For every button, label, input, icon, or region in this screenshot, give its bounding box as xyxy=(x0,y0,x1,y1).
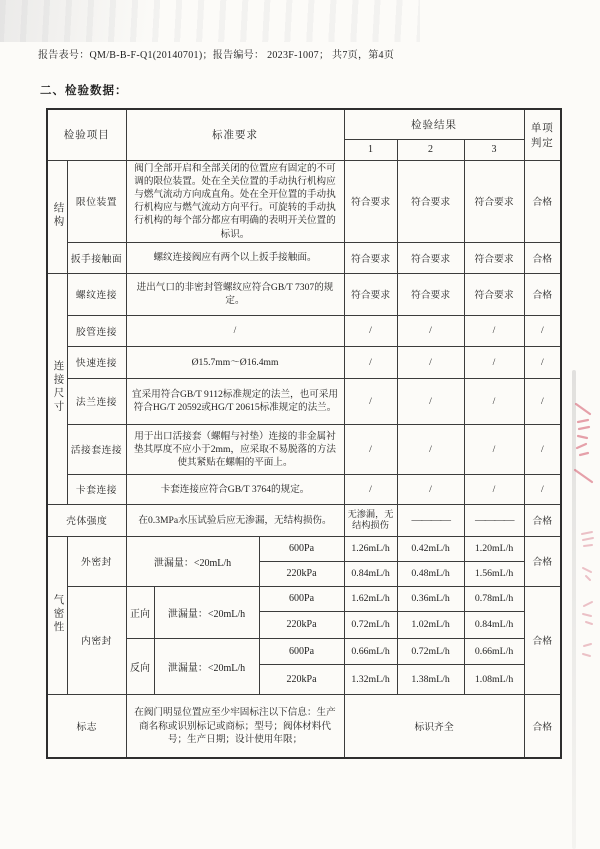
result-cell: 符合要求 xyxy=(344,273,397,315)
result-cell: ———— xyxy=(464,504,524,536)
report-meta-line: 报告表号：QM/B-B-F-Q1(20140701)；报告编号： 2023F-1007； 共7页，第4页 xyxy=(38,50,395,61)
result-cell: / xyxy=(397,346,464,378)
table-row xyxy=(47,694,561,758)
cell-flange-label: 法兰连接 xyxy=(67,378,126,424)
result-cell: / xyxy=(397,474,464,504)
cell-limit-device-standard: 阀门全部开启和全部关闭的位置应有固定的不可调的限位装置。处在全关位置的手动执行机构应与燃气流动方向成直角。处在全开位置的手动执行机构应与燃气流动方向平行。可旋转的手动执行机构的每个部分都应有明确的表明开关位置的标识。 xyxy=(126,160,344,242)
header-result-col-3: 3 xyxy=(464,139,524,160)
result-cell: 符合要求 xyxy=(397,160,464,242)
group-airtight-label: 气密性 xyxy=(52,593,64,635)
result-cell: 1.38mL/h xyxy=(397,664,464,694)
cell-reverse-spec: 泄漏量：<20mL/h xyxy=(154,638,259,694)
result-cell: 符合要求 xyxy=(397,242,464,273)
result-cell: / xyxy=(397,378,464,424)
result-cell: 0.42mL/h xyxy=(397,536,464,561)
result-cell: / xyxy=(464,315,524,346)
cell-thread-label: 螺纹连接 xyxy=(67,273,126,315)
pressure-cell: 600Pa xyxy=(259,638,344,664)
cell-flange-standard: 宜采用符合GB/T 9112标准规定的法兰，也可采用符合HG/T 20592或HG/T 20615标准规定的法兰。 xyxy=(126,378,344,424)
scan-edge-shadow xyxy=(572,370,576,849)
result-cell: / xyxy=(344,474,397,504)
result-cell: 0.66mL/h xyxy=(344,638,397,664)
table-header-row xyxy=(47,109,561,139)
header-standard: 标准要求 xyxy=(126,109,344,160)
result-cell: 1.02mL/h xyxy=(397,611,464,638)
result-cell: 符合要求 xyxy=(397,273,464,315)
result-cell: / xyxy=(344,378,397,424)
table-row xyxy=(47,378,561,424)
result-cell: 1.26mL/h xyxy=(344,536,397,561)
result-cell: 1.32mL/h xyxy=(344,664,397,694)
header-item: 检验项目 xyxy=(47,109,126,160)
pressure-cell: 600Pa xyxy=(259,536,344,561)
judgment-cell: 合格 xyxy=(524,504,561,536)
pressure-cell: 220kPa xyxy=(259,611,344,638)
pressure-cell: 220kPa xyxy=(259,561,344,586)
header-result-col-1: 1 xyxy=(344,139,397,160)
table-row xyxy=(47,586,561,611)
result-cell: 符合要求 xyxy=(464,273,524,315)
inspection-table xyxy=(46,108,562,759)
pressure-cell: 600Pa xyxy=(259,586,344,611)
result-cell: 0.72mL/h xyxy=(397,638,464,664)
result-cell: 0.48mL/h xyxy=(397,561,464,586)
scan-artifact xyxy=(0,0,420,42)
result-cell: 符合要求 xyxy=(344,242,397,273)
table-row xyxy=(47,315,561,346)
result-cell: 1.56mL/h xyxy=(464,561,524,586)
result-cell: / xyxy=(464,346,524,378)
result-cell: 0.72mL/h xyxy=(344,611,397,638)
cell-ferrule-standard: 卡套连接应符合GB/T 3764的规定。 xyxy=(126,474,344,504)
result-cell: 符合要求 xyxy=(464,242,524,273)
table-row xyxy=(47,242,561,273)
cell-outer-seal-label: 外密封 xyxy=(67,536,126,586)
cell-ferrule-label: 卡套连接 xyxy=(67,474,126,504)
cell-hose-label: 胶管连接 xyxy=(67,315,126,346)
table-row xyxy=(47,346,561,378)
red-stamp-fragment xyxy=(574,528,600,668)
judgment-cell: 合格 xyxy=(524,694,561,758)
cell-thread-standard: 进出气口的非密封管螺纹应符合GB/T 7307的规定。 xyxy=(126,273,344,315)
header-judgment: 单项判定 xyxy=(524,109,561,160)
result-cell: / xyxy=(464,378,524,424)
result-cell: / xyxy=(344,315,397,346)
group-structure-label: 结构 xyxy=(52,201,64,229)
cell-outer-seal-spec: 泄漏量：<20mL/h xyxy=(126,536,259,586)
result-cell: 无渗漏，无结构损伤 xyxy=(344,504,397,536)
result-cell: 1.08mL/h xyxy=(464,664,524,694)
result-cell: / xyxy=(397,315,464,346)
cell-reverse-label: 反向 xyxy=(126,638,154,694)
result-cell: 0.84mL/h xyxy=(344,561,397,586)
cell-marking-label: 标志 xyxy=(47,694,126,758)
cell-shell-label: 壳体强度 xyxy=(47,504,126,536)
table-row xyxy=(47,273,561,315)
result-cell: / xyxy=(344,346,397,378)
result-cell: 符合要求 xyxy=(344,160,397,242)
judgment-cell: 合格 xyxy=(524,160,561,242)
cell-forward-spec: 泄漏量：<20mL/h xyxy=(154,586,259,638)
result-cell: 标识齐全 xyxy=(344,694,524,758)
judgment-cell: / xyxy=(524,424,561,474)
cell-hose-standard: / xyxy=(126,315,344,346)
cell-union-standard: 用于出口活接套（螺帽与衬垫）连接的非金属衬垫其厚度不应小于2mm，应采取不易脱落的方法使其紧贴在螺帽的平面上。 xyxy=(126,424,344,474)
judgment-cell: / xyxy=(524,315,561,346)
table-row xyxy=(47,160,561,242)
result-cell: 0.36mL/h xyxy=(397,586,464,611)
cell-inner-seal-label: 内密封 xyxy=(67,586,126,694)
cell-marking-standard: 在阀门明显位置应至少牢固标注以下信息：生产商名称或识别标记或商标；型号；阀体材料代号；生产日期；设计使用年限； xyxy=(126,694,344,758)
result-cell: 1.20mL/h xyxy=(464,536,524,561)
judgment-cell: / xyxy=(524,474,561,504)
section-title: 二、检验数据： xyxy=(40,85,128,97)
cell-limit-device-label: 限位装置 xyxy=(67,160,126,242)
result-cell: / xyxy=(464,424,524,474)
cell-shell-standard: 在0.3MPa水压试验后应无渗漏，无结构损伤。 xyxy=(126,504,344,536)
header-result: 检验结果 xyxy=(344,109,524,139)
cell-quick-standard: Ø15.7mm～Ø16.4mm xyxy=(126,346,344,378)
pressure-cell: 220kPa xyxy=(259,664,344,694)
judgment-cell: 合格 xyxy=(524,586,561,694)
result-cell: / xyxy=(464,474,524,504)
result-cell: / xyxy=(344,424,397,474)
group-connection-label: 连接尺寸 xyxy=(52,360,64,415)
header-result-col-2: 2 xyxy=(397,139,464,160)
judgment-cell: / xyxy=(524,346,561,378)
result-cell: 符合要求 xyxy=(464,160,524,242)
group-connection xyxy=(47,273,67,504)
table-row xyxy=(47,504,561,536)
result-cell: / xyxy=(397,424,464,474)
table-row xyxy=(47,536,561,561)
cell-union-label: 活接套连接 xyxy=(67,424,126,474)
result-cell: ———— xyxy=(397,504,464,536)
group-airtight xyxy=(47,536,67,694)
judgment-cell: / xyxy=(524,378,561,424)
result-cell: 0.66mL/h xyxy=(464,638,524,664)
cell-forward-label: 正向 xyxy=(126,586,154,638)
red-stamp-fragment xyxy=(570,398,600,498)
cell-wrench-label: 扳手接触面 xyxy=(67,242,126,273)
cell-quick-label: 快速连接 xyxy=(67,346,126,378)
result-cell: 0.78mL/h xyxy=(464,586,524,611)
table-row xyxy=(47,474,561,504)
result-cell: 1.62mL/h xyxy=(344,586,397,611)
table-row xyxy=(47,424,561,474)
cell-wrench-standard: 螺纹连接阀应有两个以上扳手接触面。 xyxy=(126,242,344,273)
judgment-cell: 合格 xyxy=(524,273,561,315)
judgment-cell: 合格 xyxy=(524,242,561,273)
group-structure xyxy=(47,160,67,273)
judgment-cell: 合格 xyxy=(524,536,561,586)
result-cell: 0.84mL/h xyxy=(464,611,524,638)
